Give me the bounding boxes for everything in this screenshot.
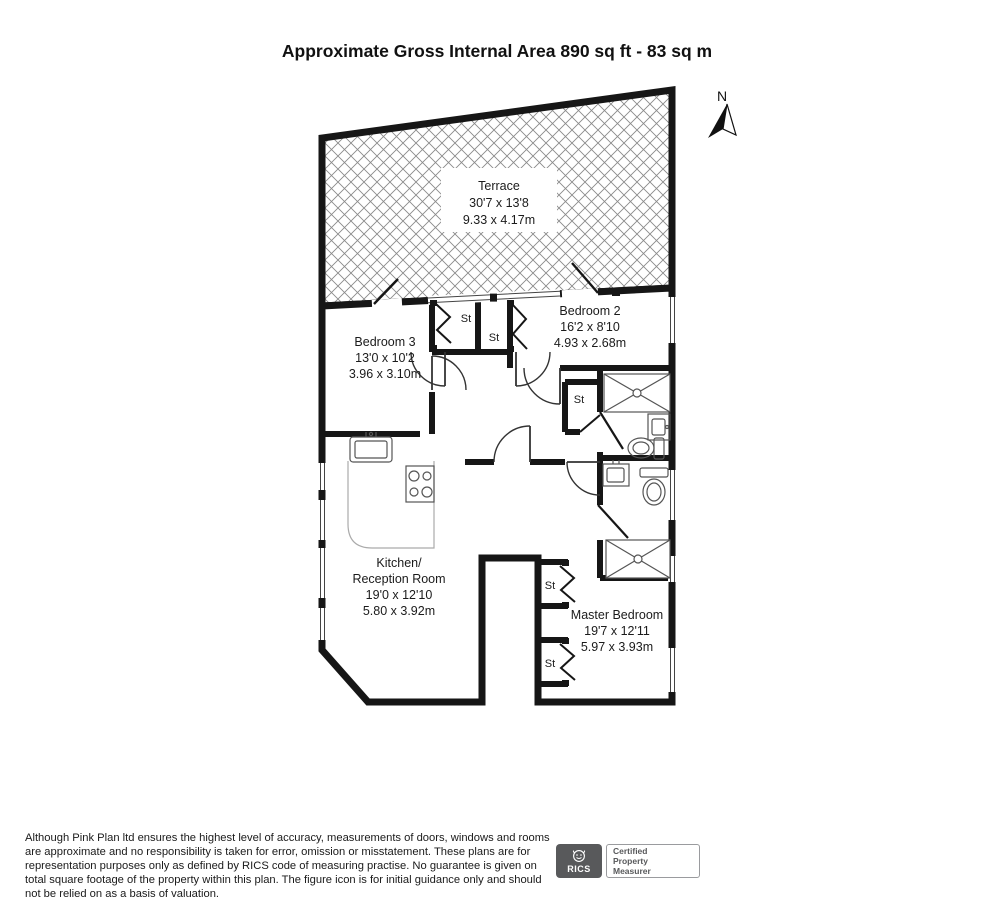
- bedroom3-imperial: 13'0 x 10'2: [355, 351, 415, 365]
- compass-label: N: [716, 88, 728, 104]
- terrace-name: Terrace: [478, 179, 520, 193]
- rics-badge: [556, 844, 700, 878]
- rics-logo: [556, 844, 602, 878]
- storage-label-2: St: [488, 332, 500, 344]
- bedroom3-label: [349, 335, 421, 381]
- compass-north-icon: [708, 88, 736, 138]
- bedroom2-imperial: 16'2 x 8'10: [560, 320, 620, 334]
- cert-line-3: Measurer: [613, 866, 651, 877]
- rics-lion-icon: [570, 849, 588, 864]
- kitchen-imperial: 19'0 x 12'10: [365, 588, 433, 602]
- cert-line-1: Certified: [613, 845, 648, 856]
- bedroom3-metric: 3.96 x 3.10m: [348, 367, 422, 381]
- terrace-metric: 9.33 x 4.17m: [462, 213, 536, 227]
- kitchen-metric: 5.80 x 3.92m: [362, 604, 436, 618]
- master-name: Master Bedroom: [570, 608, 664, 622]
- terrace-imperial: 30'7 x 13'8: [469, 196, 529, 210]
- shower2-icon: [606, 540, 670, 578]
- storage-label-4: St: [544, 580, 556, 592]
- kitchen-name-1: Kitchen/: [376, 556, 422, 570]
- rics-org-label: RICS: [567, 863, 591, 874]
- master-metric: 5.97 x 3.93m: [580, 640, 654, 654]
- rics-certification-box: [606, 844, 700, 878]
- storage-label-3: St: [573, 394, 585, 406]
- kitchen-name-2: Reception Room: [352, 572, 446, 586]
- bedroom2-metric: 4.93 x 2.68m: [553, 336, 627, 350]
- storage-label-1: St: [460, 313, 472, 325]
- bedroom3-name: Bedroom 3: [354, 335, 416, 349]
- window-left-wall: [318, 463, 326, 640]
- disclaimer-text: Although Pink Plan ltd ensures the highest level of accuracy, measurements of doors, windows and rooms are approximate and no responsibility is taken for error, omission or misstatement. These plans are for representation purposes only as defined by RICS code of measuring practise. No guarantee is given on total square footage of the property within this plan. The figure icon is for initial guidance only and should not be relied on as a basis of valuation.: [25, 832, 550, 900]
- storage-label-5: St: [544, 658, 556, 670]
- master-bedroom-label: [571, 608, 663, 654]
- bedroom2-label: [554, 304, 626, 350]
- master-imperial: 19'7 x 12'11: [584, 624, 650, 638]
- shower-icon: [604, 374, 670, 412]
- page-title: Approximate Gross Internal Area 890 sq ft - 83 sq m: [281, 41, 713, 61]
- bedroom2-name: Bedroom 2: [559, 304, 621, 318]
- cert-line-2: Property: [613, 856, 648, 866]
